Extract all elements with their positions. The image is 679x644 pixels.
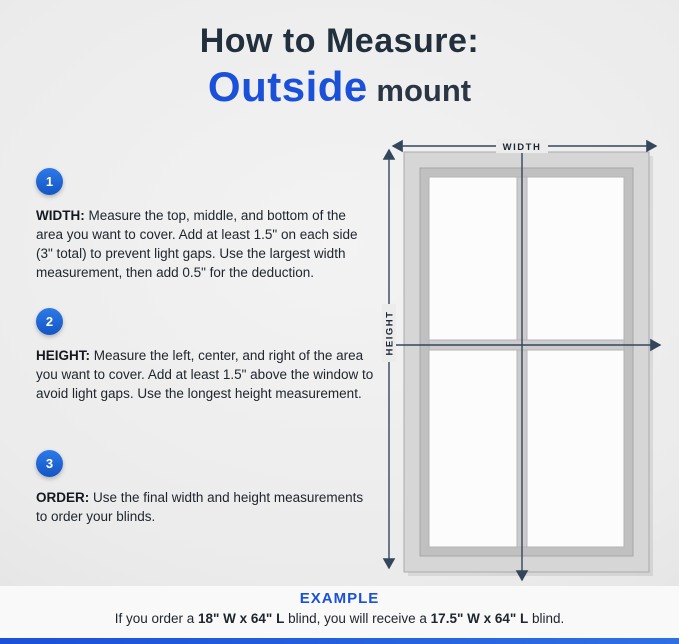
example-bold-2: 17.5" W x 64" L xyxy=(430,611,529,626)
example-bold-1: 18" W x 64" L xyxy=(198,611,285,626)
step-2-label: HEIGHT: xyxy=(36,348,90,363)
step-3-body: Use the final width and height measurements to order your blinds. xyxy=(36,490,364,525)
bottom-accent-bar xyxy=(0,638,679,644)
step-2-text xyxy=(36,346,374,403)
title-rest: mount xyxy=(367,73,472,108)
title-accent: Outside xyxy=(207,63,368,110)
step-1-body: Measure the top, middle, and bottom of the area you want to cover. Add at least 1.5" on each side (3" total) to prevent light gaps. Use the largest width measurement, then add 0.5" for the deduction. xyxy=(36,208,358,281)
example-section xyxy=(0,586,679,638)
step-2-number-badge: 2 xyxy=(36,308,63,335)
example-p3: blind. xyxy=(528,611,565,626)
window-diagram-svg xyxy=(374,130,672,592)
window-diagram xyxy=(374,130,672,592)
example-p1: If you order a xyxy=(114,611,198,626)
step-3-label: ORDER: xyxy=(36,490,90,505)
example-heading: EXAMPLE xyxy=(299,590,380,607)
height-label: HEIGHT xyxy=(384,310,396,356)
example-p2: blind, you will receive a xyxy=(284,611,431,626)
example-text xyxy=(0,611,679,626)
step-1-text xyxy=(36,206,374,283)
step-2 xyxy=(36,308,374,403)
step-1-number-badge: 1 xyxy=(36,168,63,195)
step-1 xyxy=(36,168,374,283)
step-3-text xyxy=(36,488,374,526)
page-subtitle xyxy=(0,63,679,111)
header xyxy=(0,22,679,111)
step-2-body: Measure the left, center, and right of the area you want to cover. Add at least 1.5" above the window to avoid light gaps. Use the longest height measurement. xyxy=(36,348,374,402)
height-label-group xyxy=(382,304,396,362)
page-title: How to Measure: xyxy=(199,22,480,60)
step-3 xyxy=(36,450,374,526)
width-label: WIDTH xyxy=(502,142,542,153)
step-1-label: WIDTH: xyxy=(36,208,85,223)
step-3-number-badge: 3 xyxy=(36,450,63,477)
